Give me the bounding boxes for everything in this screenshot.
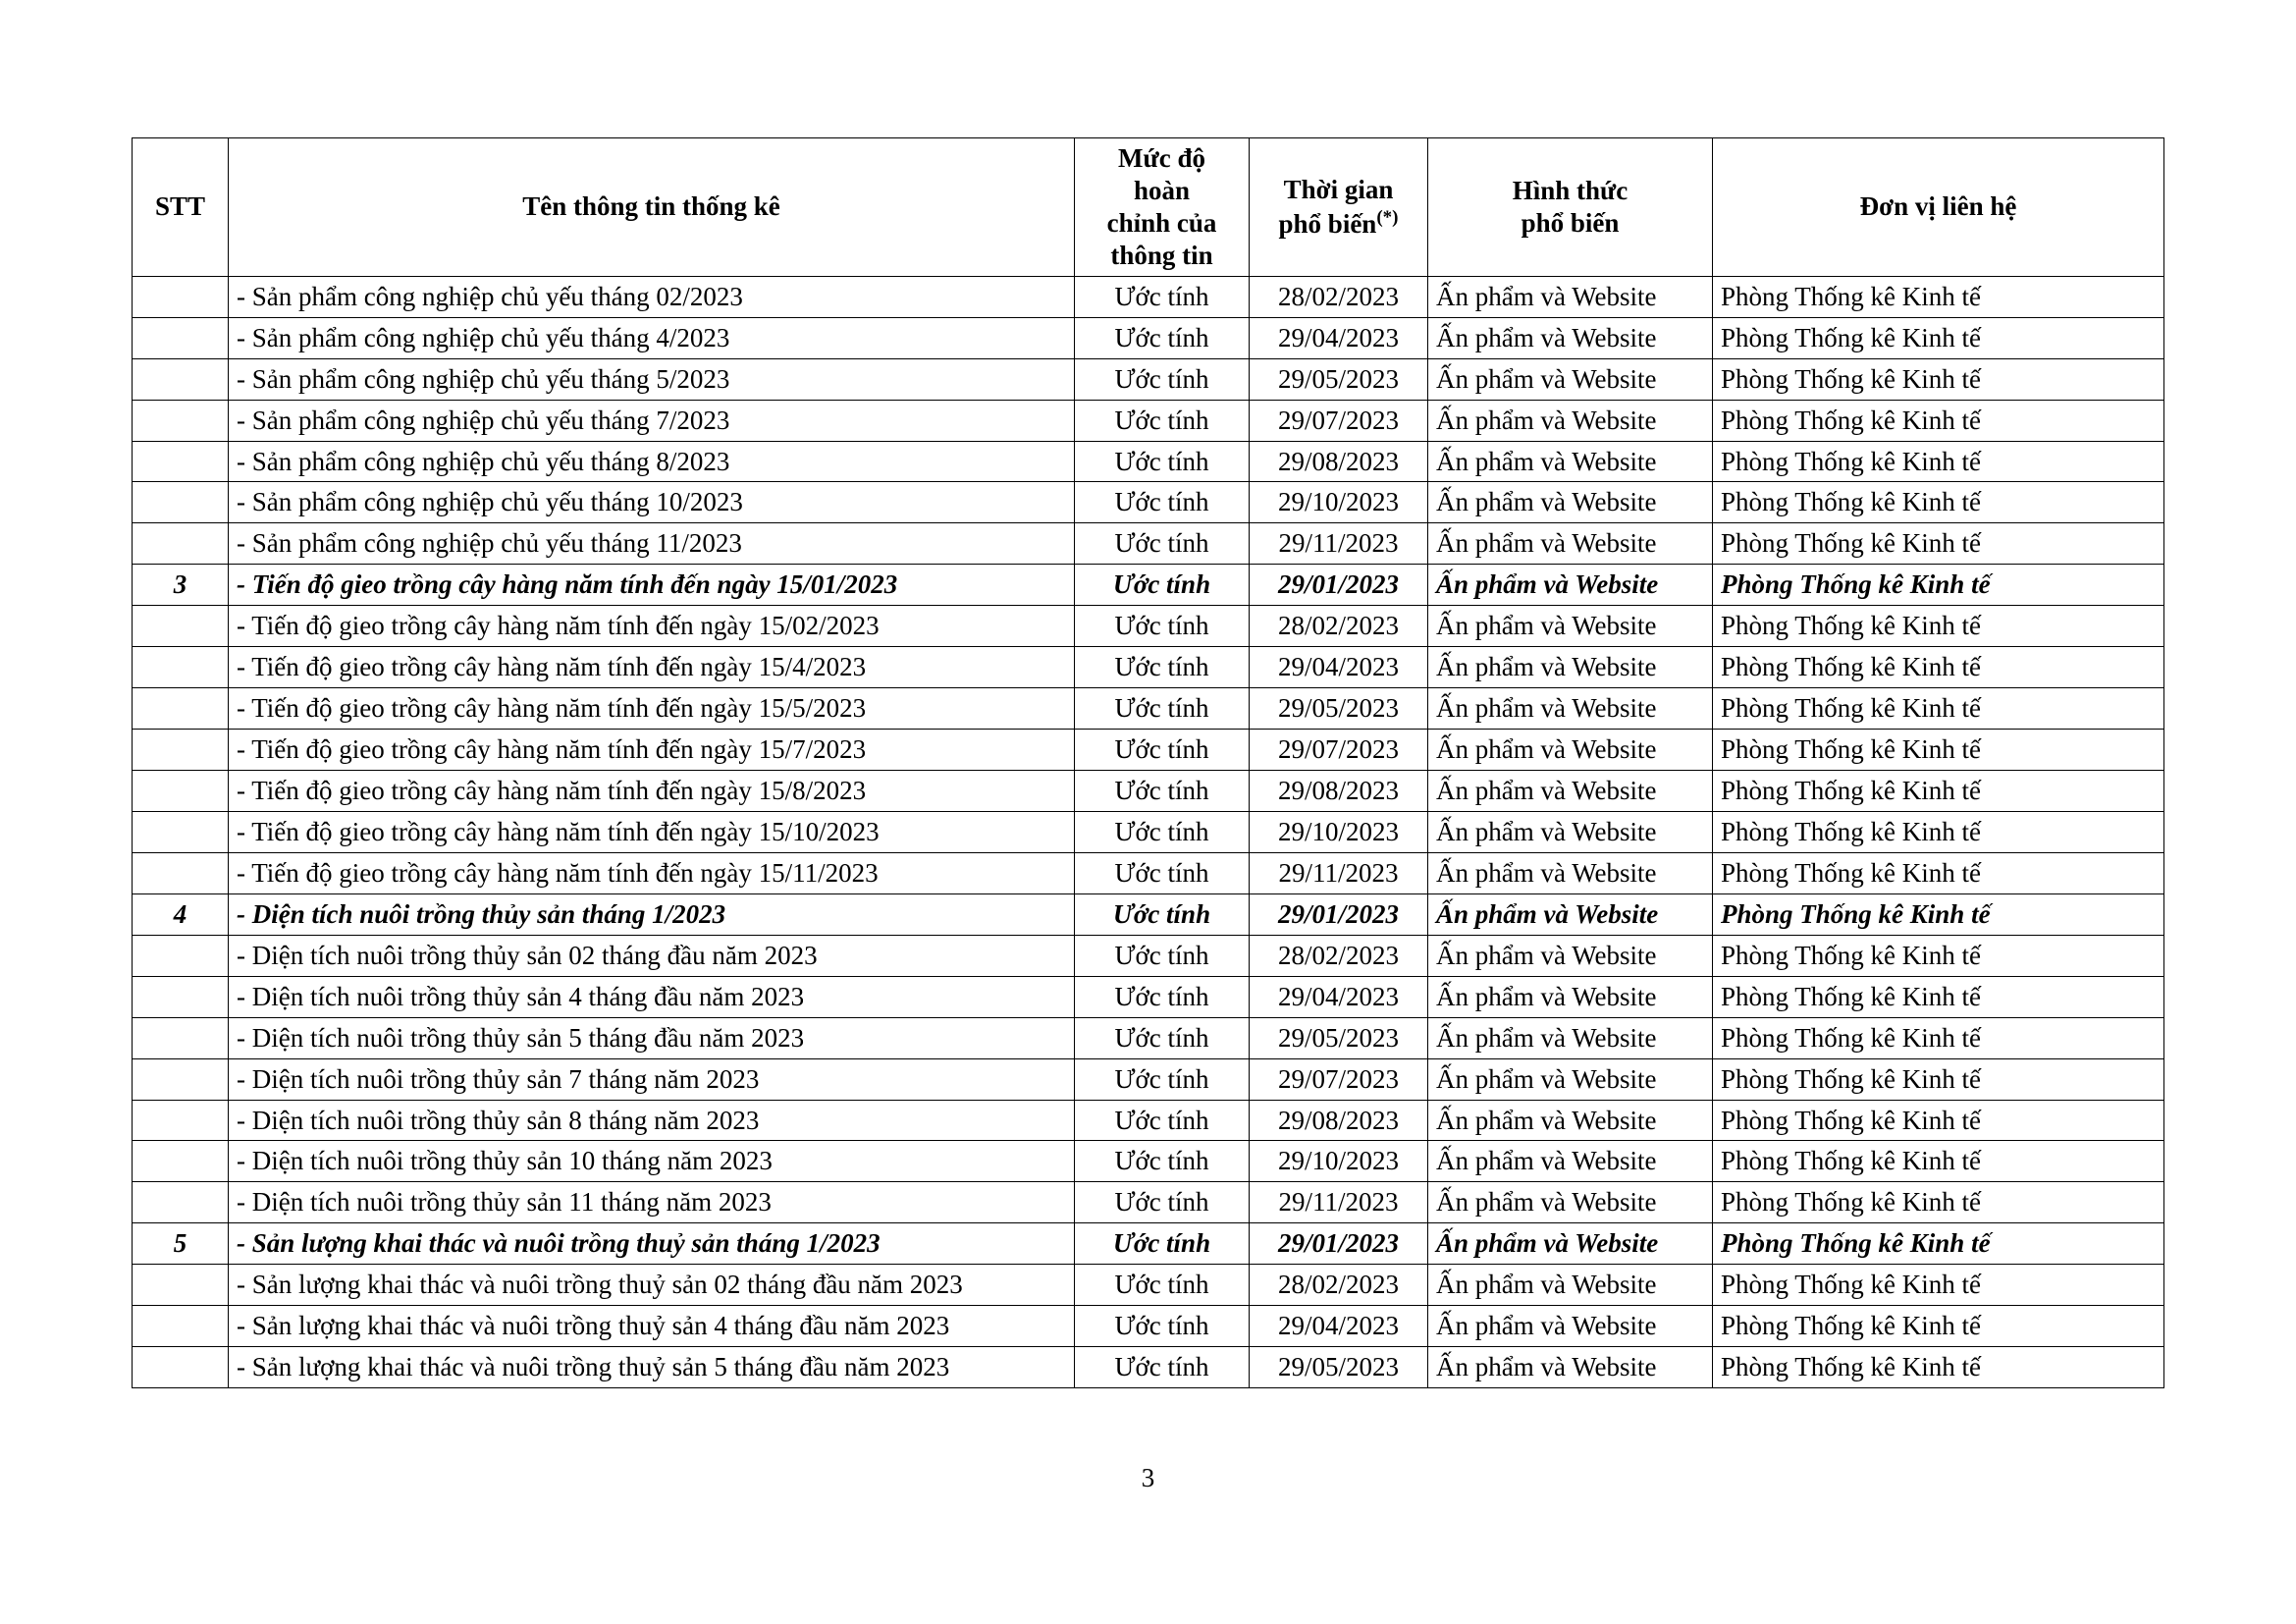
- cell-stt: [133, 482, 229, 523]
- cell-stt: [133, 276, 229, 317]
- cell-contact-unit: Phòng Thống kê Kinh tế: [1713, 1100, 2164, 1141]
- cell-name: - Tiến độ gieo trồng cây hàng năm tính đến ngày 15/8/2023: [229, 771, 1075, 812]
- cell-completeness: Ước tính: [1075, 1223, 1250, 1265]
- cell-name: - Sản phẩm công nghiệp chủ yếu tháng 5/2023: [229, 358, 1075, 400]
- cell-publish-time: 28/02/2023: [1250, 935, 1428, 976]
- cell-publish-time: 29/08/2023: [1250, 441, 1428, 482]
- cell-contact-unit: Phòng Thống kê Kinh tế: [1713, 976, 2164, 1017]
- cell-contact-unit: Phòng Thống kê Kinh tế: [1713, 400, 2164, 441]
- cell-completeness: Ước tính: [1075, 647, 1250, 688]
- cell-publish-time: 29/05/2023: [1250, 358, 1428, 400]
- cell-publish-form: Ấn phẩm và Website: [1428, 317, 1713, 358]
- cell-stt: [133, 771, 229, 812]
- cell-publish-form: Ấn phẩm và Website: [1428, 1058, 1713, 1100]
- cell-contact-unit: Phòng Thống kê Kinh tế: [1713, 1182, 2164, 1223]
- table-row: [133, 730, 2164, 771]
- cell-contact-unit: Phòng Thống kê Kinh tế: [1713, 1058, 2164, 1100]
- cell-contact-unit: Phòng Thống kê Kinh tế: [1713, 441, 2164, 482]
- cell-stt: [133, 688, 229, 730]
- publish-form-line-1: Hình thức: [1512, 175, 1629, 205]
- cell-publish-time: 29/04/2023: [1250, 1306, 1428, 1347]
- cell-publish-form: Ấn phẩm và Website: [1428, 771, 1713, 812]
- cell-name: - Tiến độ gieo trồng cây hàng năm tính đến ngày 15/02/2023: [229, 606, 1075, 647]
- table-row: [133, 771, 2164, 812]
- cell-name: - Diện tích nuôi trồng thủy sản 7 tháng năm 2023: [229, 1058, 1075, 1100]
- cell-name: - Sản phẩm công nghiệp chủ yếu tháng 4/2023: [229, 317, 1075, 358]
- cell-publish-time: 29/10/2023: [1250, 1141, 1428, 1182]
- cell-publish-time: 29/07/2023: [1250, 400, 1428, 441]
- cell-stt: [133, 852, 229, 893]
- cell-publish-form: Ấn phẩm và Website: [1428, 1265, 1713, 1306]
- cell-completeness: Ước tính: [1075, 606, 1250, 647]
- cell-completeness: Ước tính: [1075, 1100, 1250, 1141]
- cell-name: - Tiến độ gieo trồng cây hàng năm tính đến ngày 15/7/2023: [229, 730, 1075, 771]
- table-row: [133, 811, 2164, 852]
- cell-contact-unit: Phòng Thống kê Kinh tế: [1713, 1347, 2164, 1388]
- publish-time-text: phổ biến: [1278, 208, 1377, 239]
- table-row: [133, 935, 2164, 976]
- cell-stt: [133, 523, 229, 565]
- column-header-name: Tên thông tin thống kê: [229, 138, 1075, 277]
- cell-contact-unit: Phòng Thống kê Kinh tế: [1713, 852, 2164, 893]
- cell-completeness: Ước tính: [1075, 976, 1250, 1017]
- cell-name: - Sản lượng khai thác và nuôi trồng thuỷ sản tháng 1/2023: [229, 1223, 1075, 1265]
- cell-publish-time: 29/07/2023: [1250, 1058, 1428, 1100]
- column-header-publish-form: [1428, 138, 1713, 277]
- table-row: [133, 1306, 2164, 1347]
- table-row: [133, 358, 2164, 400]
- cell-contact-unit: Phòng Thống kê Kinh tế: [1713, 317, 2164, 358]
- cell-name: - Sản lượng khai thác và nuôi trồng thuỷ sản 4 tháng đầu năm 2023: [229, 1306, 1075, 1347]
- completeness-line-1: Mức độ: [1118, 143, 1205, 173]
- cell-publish-form: Ấn phẩm và Website: [1428, 276, 1713, 317]
- cell-contact-unit: Phòng Thống kê Kinh tế: [1713, 688, 2164, 730]
- cell-contact-unit: Phòng Thống kê Kinh tế: [1713, 730, 2164, 771]
- cell-contact-unit: Phòng Thống kê Kinh tế: [1713, 935, 2164, 976]
- table-row: [133, 1182, 2164, 1223]
- cell-publish-form: Ấn phẩm và Website: [1428, 441, 1713, 482]
- cell-stt: [133, 1306, 229, 1347]
- completeness-line-4: thông tin: [1110, 240, 1213, 270]
- column-header-contact-unit: Đơn vị liên hệ: [1713, 138, 2164, 277]
- cell-contact-unit: Phòng Thống kê Kinh tế: [1713, 1141, 2164, 1182]
- cell-publish-time: 28/02/2023: [1250, 276, 1428, 317]
- cell-stt: [133, 1347, 229, 1388]
- cell-name: - Diện tích nuôi trồng thủy sản 11 tháng năm 2023: [229, 1182, 1075, 1223]
- cell-contact-unit: Phòng Thống kê Kinh tế: [1713, 1223, 2164, 1265]
- table-header-row: [133, 138, 2164, 277]
- cell-stt: 3: [133, 565, 229, 606]
- cell-publish-form: Ấn phẩm và Website: [1428, 688, 1713, 730]
- cell-completeness: Ước tính: [1075, 771, 1250, 812]
- cell-completeness: Ước tính: [1075, 358, 1250, 400]
- cell-contact-unit: Phòng Thống kê Kinh tế: [1713, 482, 2164, 523]
- table-row: [133, 606, 2164, 647]
- cell-publish-time: 29/04/2023: [1250, 976, 1428, 1017]
- table-row: [133, 1347, 2164, 1388]
- cell-name: - Diện tích nuôi trồng thủy sản 8 tháng năm 2023: [229, 1100, 1075, 1141]
- cell-contact-unit: Phòng Thống kê Kinh tế: [1713, 1017, 2164, 1058]
- cell-publish-time: 29/01/2023: [1250, 893, 1428, 935]
- cell-stt: [133, 1182, 229, 1223]
- cell-contact-unit: Phòng Thống kê Kinh tế: [1713, 565, 2164, 606]
- table-row: [133, 317, 2164, 358]
- cell-name: - Sản phẩm công nghiệp chủ yếu tháng 10/2023: [229, 482, 1075, 523]
- cell-contact-unit: Phòng Thống kê Kinh tế: [1713, 893, 2164, 935]
- cell-contact-unit: Phòng Thống kê Kinh tế: [1713, 606, 2164, 647]
- cell-completeness: Ước tính: [1075, 1347, 1250, 1388]
- table-row: [133, 565, 2164, 606]
- cell-completeness: Ước tính: [1075, 852, 1250, 893]
- cell-publish-form: Ấn phẩm và Website: [1428, 482, 1713, 523]
- cell-name: - Tiến độ gieo trồng cây hàng năm tính đến ngày 15/11/2023: [229, 852, 1075, 893]
- cell-publish-time: 29/10/2023: [1250, 482, 1428, 523]
- cell-stt: [133, 935, 229, 976]
- cell-publish-form: Ấn phẩm và Website: [1428, 606, 1713, 647]
- cell-stt: [133, 606, 229, 647]
- cell-stt: [133, 976, 229, 1017]
- cell-name: - Sản phẩm công nghiệp chủ yếu tháng 8/2023: [229, 441, 1075, 482]
- table-row: [133, 523, 2164, 565]
- cell-stt: [133, 811, 229, 852]
- publish-form-line-2: phổ biến: [1521, 207, 1620, 238]
- publish-time-line-1: Thời gian: [1283, 174, 1394, 204]
- cell-name: - Diện tích nuôi trồng thủy sản 10 tháng năm 2023: [229, 1141, 1075, 1182]
- cell-publish-time: 29/01/2023: [1250, 1223, 1428, 1265]
- cell-publish-time: 29/05/2023: [1250, 688, 1428, 730]
- cell-name: - Sản phẩm công nghiệp chủ yếu tháng 11/2023: [229, 523, 1075, 565]
- cell-completeness: Ước tính: [1075, 1306, 1250, 1347]
- cell-name: - Tiến độ gieo trồng cây hàng năm tính đến ngày 15/01/2023: [229, 565, 1075, 606]
- cell-stt: [133, 1058, 229, 1100]
- table-row: [133, 441, 2164, 482]
- column-header-publish-time: [1250, 138, 1428, 277]
- cell-name: - Tiến độ gieo trồng cây hàng năm tính đến ngày 15/5/2023: [229, 688, 1075, 730]
- cell-name: - Tiến độ gieo trồng cây hàng năm tính đến ngày 15/4/2023: [229, 647, 1075, 688]
- cell-publish-time: 29/05/2023: [1250, 1347, 1428, 1388]
- cell-contact-unit: Phòng Thống kê Kinh tế: [1713, 771, 2164, 812]
- cell-publish-time: 29/08/2023: [1250, 771, 1428, 812]
- cell-completeness: Ước tính: [1075, 441, 1250, 482]
- cell-publish-time: 29/10/2023: [1250, 811, 1428, 852]
- cell-publish-form: Ấn phẩm và Website: [1428, 935, 1713, 976]
- cell-completeness: Ước tính: [1075, 1017, 1250, 1058]
- cell-stt: [133, 1100, 229, 1141]
- table-row: [133, 1100, 2164, 1141]
- cell-name: - Diện tích nuôi trồng thủy sản 02 tháng đầu năm 2023: [229, 935, 1075, 976]
- cell-stt: [133, 358, 229, 400]
- table-body: [133, 276, 2164, 1387]
- cell-completeness: Ước tính: [1075, 400, 1250, 441]
- cell-completeness: Ước tính: [1075, 730, 1250, 771]
- cell-stt: [133, 400, 229, 441]
- table-row: [133, 276, 2164, 317]
- cell-name: - Diện tích nuôi trồng thủy sản 5 tháng đầu năm 2023: [229, 1017, 1075, 1058]
- column-header-stt: STT: [133, 138, 229, 277]
- cell-publish-time: 29/04/2023: [1250, 647, 1428, 688]
- cell-completeness: Ước tính: [1075, 276, 1250, 317]
- cell-contact-unit: Phòng Thống kê Kinh tế: [1713, 811, 2164, 852]
- cell-stt: [133, 730, 229, 771]
- table-row: [133, 893, 2164, 935]
- cell-publish-time: 28/02/2023: [1250, 606, 1428, 647]
- cell-stt: [133, 1017, 229, 1058]
- table-row: [133, 1141, 2164, 1182]
- column-header-completeness: [1075, 138, 1250, 277]
- table-row: [133, 482, 2164, 523]
- cell-stt: [133, 441, 229, 482]
- cell-stt: [133, 1141, 229, 1182]
- cell-completeness: Ước tính: [1075, 811, 1250, 852]
- cell-completeness: Ước tính: [1075, 893, 1250, 935]
- cell-completeness: Ước tính: [1075, 482, 1250, 523]
- cell-publish-time: 29/11/2023: [1250, 852, 1428, 893]
- cell-contact-unit: Phòng Thống kê Kinh tế: [1713, 1306, 2164, 1347]
- table-row: [133, 1223, 2164, 1265]
- cell-name: - Diện tích nuôi trồng thủy sản tháng 1/2023: [229, 893, 1075, 935]
- table-row: [133, 1265, 2164, 1306]
- cell-publish-form: Ấn phẩm và Website: [1428, 1223, 1713, 1265]
- table-row: [133, 688, 2164, 730]
- publish-time-line-2: [1257, 206, 1419, 241]
- cell-publish-form: Ấn phẩm và Website: [1428, 647, 1713, 688]
- cell-completeness: Ước tính: [1075, 1058, 1250, 1100]
- table-header: [133, 138, 2164, 277]
- cell-publish-form: Ấn phẩm và Website: [1428, 565, 1713, 606]
- cell-publish-time: 29/04/2023: [1250, 317, 1428, 358]
- cell-completeness: Ước tính: [1075, 1265, 1250, 1306]
- cell-completeness: Ước tính: [1075, 523, 1250, 565]
- cell-publish-form: Ấn phẩm và Website: [1428, 1347, 1713, 1388]
- cell-publish-time: 29/01/2023: [1250, 565, 1428, 606]
- cell-name: - Sản lượng khai thác và nuôi trồng thuỷ sản 02 tháng đầu năm 2023: [229, 1265, 1075, 1306]
- cell-completeness: Ước tính: [1075, 317, 1250, 358]
- cell-stt: 5: [133, 1223, 229, 1265]
- cell-completeness: Ước tính: [1075, 1141, 1250, 1182]
- cell-contact-unit: Phòng Thống kê Kinh tế: [1713, 523, 2164, 565]
- page-number: 3: [1141, 1463, 1155, 1492]
- cell-name: - Sản phẩm công nghiệp chủ yếu tháng 02/2023: [229, 276, 1075, 317]
- cell-contact-unit: Phòng Thống kê Kinh tế: [1713, 1265, 2164, 1306]
- cell-contact-unit: Phòng Thống kê Kinh tế: [1713, 647, 2164, 688]
- cell-publish-time: 29/11/2023: [1250, 523, 1428, 565]
- cell-name: - Tiến độ gieo trồng cây hàng năm tính đến ngày 15/10/2023: [229, 811, 1075, 852]
- cell-publish-form: Ấn phẩm và Website: [1428, 1141, 1713, 1182]
- cell-completeness: Ước tính: [1075, 565, 1250, 606]
- publish-time-footnote-marker: (*): [1376, 206, 1399, 228]
- cell-publish-form: Ấn phẩm và Website: [1428, 1100, 1713, 1141]
- cell-publish-form: Ấn phẩm và Website: [1428, 852, 1713, 893]
- cell-name: - Diện tích nuôi trồng thủy sản 4 tháng đầu năm 2023: [229, 976, 1075, 1017]
- cell-stt: [133, 1265, 229, 1306]
- table-row: [133, 647, 2164, 688]
- cell-completeness: Ước tính: [1075, 1182, 1250, 1223]
- cell-contact-unit: Phòng Thống kê Kinh tế: [1713, 276, 2164, 317]
- table-row: [133, 400, 2164, 441]
- cell-stt: [133, 317, 229, 358]
- cell-name: - Sản phẩm công nghiệp chủ yếu tháng 7/2023: [229, 400, 1075, 441]
- completeness-line-3: chỉnh của: [1106, 207, 1217, 238]
- statistics-schedule-table: [132, 137, 2164, 1388]
- cell-publish-time: 29/05/2023: [1250, 1017, 1428, 1058]
- cell-publish-time: 29/08/2023: [1250, 1100, 1428, 1141]
- cell-publish-time: 29/07/2023: [1250, 730, 1428, 771]
- cell-publish-form: Ấn phẩm và Website: [1428, 976, 1713, 1017]
- cell-publish-form: Ấn phẩm và Website: [1428, 811, 1713, 852]
- cell-completeness: Ước tính: [1075, 688, 1250, 730]
- cell-publish-time: 29/11/2023: [1250, 1182, 1428, 1223]
- table-row: [133, 1058, 2164, 1100]
- cell-publish-time: 28/02/2023: [1250, 1265, 1428, 1306]
- table-row: [133, 1017, 2164, 1058]
- cell-publish-form: Ấn phẩm và Website: [1428, 1182, 1713, 1223]
- table-row: [133, 976, 2164, 1017]
- cell-stt: 4: [133, 893, 229, 935]
- cell-contact-unit: Phòng Thống kê Kinh tế: [1713, 358, 2164, 400]
- table-row: [133, 852, 2164, 893]
- cell-publish-form: Ấn phẩm và Website: [1428, 1017, 1713, 1058]
- cell-stt: [133, 647, 229, 688]
- cell-publish-form: Ấn phẩm và Website: [1428, 523, 1713, 565]
- cell-name: - Sản lượng khai thác và nuôi trồng thuỷ sản 5 tháng đầu năm 2023: [229, 1347, 1075, 1388]
- cell-publish-form: Ấn phẩm và Website: [1428, 893, 1713, 935]
- cell-completeness: Ước tính: [1075, 935, 1250, 976]
- cell-publish-form: Ấn phẩm và Website: [1428, 730, 1713, 771]
- completeness-line-2: hoàn: [1133, 175, 1191, 205]
- cell-publish-form: Ấn phẩm và Website: [1428, 400, 1713, 441]
- cell-publish-form: Ấn phẩm và Website: [1428, 1306, 1713, 1347]
- cell-publish-form: Ấn phẩm và Website: [1428, 358, 1713, 400]
